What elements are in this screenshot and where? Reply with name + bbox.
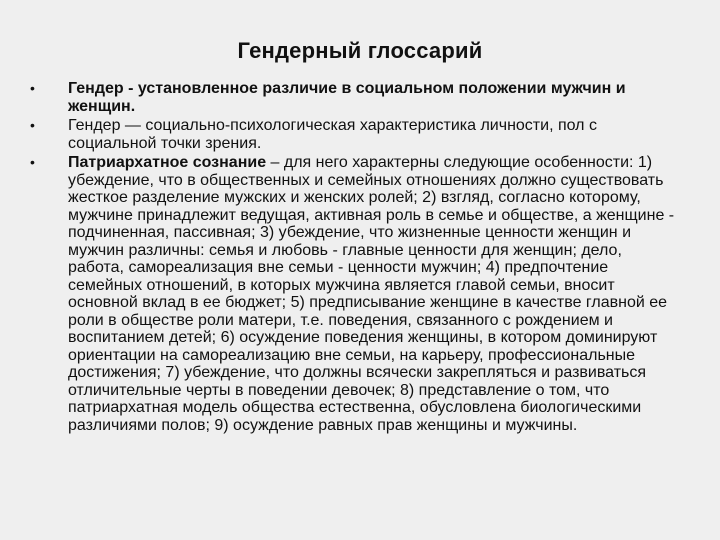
slide-title: Гендерный глоссарий — [237, 38, 483, 63]
bullet-term: Патриархатное сознание — [68, 154, 267, 171]
bullet-text: Гендер — социально-психологическая характеристика личности, пол с социальной точки зрения. — [68, 117, 597, 152]
bullet-text: Гендер - установленное различие в социальном положении мужчин и женщин. — [68, 80, 626, 115]
bullet-dot: • — [30, 80, 35, 96]
bullet-item-patriarchal-consciousness — [30, 154, 680, 434]
bullet-text: – для него характерны следующие особенности: 1) убеждение, что в общественных и семейных отношениях должно существовать жесткое разделение мужских и женских ролей; 2) взгляд, согласно которому, мужчине принадлежит ведущая, активная роль в семье и обществе, а женщине - подчиненная, пассивная; 3) убеждение, что жизненные ценности женщин и мужчин различны: семья и любовь - главные ценности для женщин; дело, работа, самореализация вне семьи - ценности мужчин; 4) предпочтение семейных отношений, в которых мужчина является главой семьи, вносит основной вклад в ее бюджет; 5) предписывание женщине в качестве главной ее роли в обществе роли матери, т.е. поведения, связанного с рождением и воспитанием детей; 6) осуждение поведения женщины, в котором доминируют ориентации на самореализацию вне семьи, на карьеру, профессиональные достижения; 7) убеждение, что должны всячески закрепляться и развиваться отличительные черты в поведении девочек; 8) представление о том, что патриархатная модель общества естественна, обусловлена биологическими различиями полов; 9) осуждение равных прав женщины и мужчины. — [68, 154, 675, 434]
bullet-item-gender-definition — [30, 80, 680, 115]
bullet-list — [30, 80, 680, 434]
bullet-dot: • — [30, 154, 35, 170]
bullet-item-gender-characteristic — [30, 117, 680, 152]
bullet-dot: • — [30, 117, 35, 133]
